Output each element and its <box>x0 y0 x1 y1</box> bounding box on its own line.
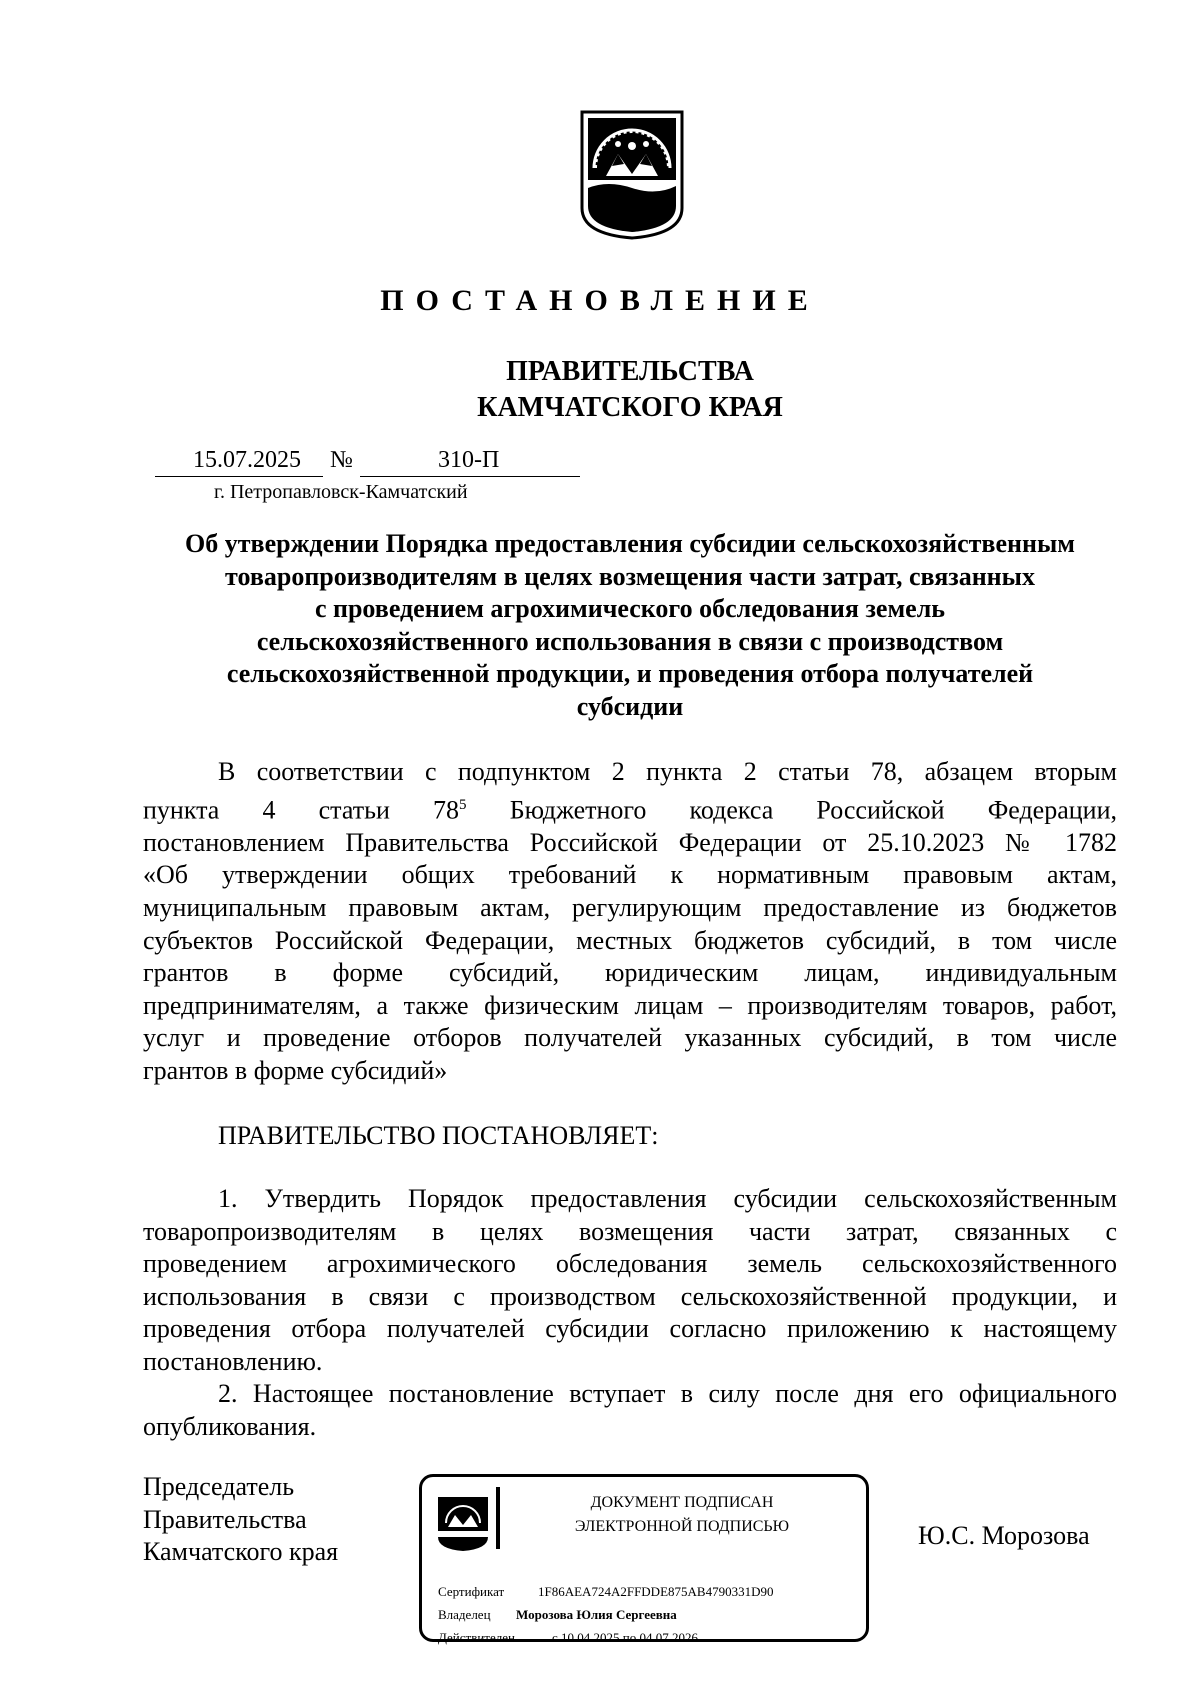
clause-line: 1. Утвердить Порядок предоставления субсидии сельскохозяйственным <box>218 1184 1117 1213</box>
title-line: субсидии <box>576 691 684 721</box>
stamp-owner-row <box>438 1606 677 1624</box>
issuer-block <box>0 354 1200 426</box>
clause-line: 2. Настоящее постановление вступает в силу после дня его официального <box>218 1379 1117 1408</box>
decree-heading: ПРАВИТЕЛЬСТВО ПОСТАНОВЛЯЕТ: <box>218 1121 659 1150</box>
certificate-label: Сертификат <box>438 1584 505 1599</box>
stamp-emblem-icon <box>436 1495 490 1553</box>
clause-line: использования в связи с производством сельскохозяйственной продукции, и <box>143 1281 1117 1311</box>
preamble-line-with-superscript <box>143 789 1117 827</box>
stamp-certificate-row <box>438 1583 773 1601</box>
owner-label: Владелец <box>438 1607 491 1622</box>
date-number-line <box>155 447 580 477</box>
city-name: г. Петропавловск-Камчатский <box>214 481 468 503</box>
preamble-line-part: Бюджетного кодекса Российской Федерации, <box>509 795 1118 825</box>
number-underline <box>360 476 580 477</box>
stamp-heading <box>532 1491 832 1539</box>
title-line: Об утверждении Порядка предоставления субсидии сельскохозяйственным <box>185 529 1075 558</box>
title-line: товаропроизводителям в целях возмещения части затрат, связанных <box>225 561 1035 591</box>
owner-value: Морозова Юлия Сергеевна <box>516 1607 677 1622</box>
validity-label: Действителен <box>438 1630 515 1645</box>
date-underline <box>155 476 323 477</box>
stamp-heading-line: ДОКУМЕНТ ПОДПИСАН <box>590 1494 774 1511</box>
article-superscript: 5 <box>459 796 467 813</box>
preamble-line: «Об утверждении общих требований к нормативным правовым актам, <box>143 860 1117 890</box>
document-date: 15.07.2025 <box>193 447 301 473</box>
electronic-signature-stamp <box>419 1474 869 1645</box>
preamble-line: субъектов Российской Федерации, местных бюджетов субсидий, в том числе <box>143 925 1117 955</box>
preamble-line-part: пункта 4 статьи 78 <box>143 795 460 825</box>
clause-2 <box>143 1378 1117 1443</box>
stamp-heading-line: ЭЛЕКТРОННОЙ ПОДПИСЬЮ <box>574 1518 790 1535</box>
document-type-heading: ПОСТАНОВЛЕНИЕ <box>380 284 820 317</box>
position-line: Правительства <box>143 1504 307 1534</box>
stamp-validity-row <box>438 1629 698 1647</box>
issuer-line-2: КАМЧАТСКОГО КРАЯ <box>477 392 783 423</box>
stamp-divider <box>496 1487 500 1549</box>
document-title <box>130 528 1130 724</box>
clause-line: опубликования. <box>143 1411 317 1441</box>
document-number: 310-П <box>438 447 500 473</box>
signatory-position <box>143 1471 338 1569</box>
preamble-line: грантов в форме субсидий» <box>143 1056 448 1085</box>
preamble-line: услуг и проведение отборов получателей указанных субсидий, в том числе <box>143 1023 1117 1053</box>
preamble-paragraph <box>143 756 1117 1088</box>
clause-line: проведения отбора получателей субсидии согласно приложению к настоящему <box>143 1314 1117 1344</box>
certificate-value: 1F86AEA724A2FFDDE875AB4790331D90 <box>538 1584 774 1599</box>
clause-1 <box>143 1183 1117 1379</box>
clause-line: постановлению. <box>143 1346 323 1376</box>
title-line: сельскохозяйственной продукции, и проведения отбора получателей <box>226 659 1034 689</box>
preamble-line: В соответствии с подпунктом 2 пункта 2 статьи 78, абзацем вторым <box>218 757 1117 786</box>
position-line: Председатель <box>143 1472 295 1501</box>
title-line: с проведением агрохимического обследования земель <box>314 594 946 624</box>
title-line: сельскохозяйственного использования в связи с производством <box>256 626 1004 656</box>
preamble-line: муниципальным правовым актам, регулирующим предоставление из бюджетов <box>143 893 1117 923</box>
validity-value: с 10.04.2025 по 04.07.2026 <box>552 1630 698 1645</box>
preamble-line: грантов в форме субсидий, юридическим лицам, индивидуальным <box>143 958 1117 988</box>
coat-of-arms-emblem <box>578 110 686 240</box>
issuer-line-1: ПРАВИТЕЛЬСТВА <box>506 356 754 387</box>
clause-line: товаропроизводителям в целях возмещения части затрат, связанных с <box>143 1216 1117 1246</box>
number-sign: № <box>330 447 353 473</box>
preamble-line: постановлением Правительства Российской Федерации от 25.10.2023 № 1782 <box>143 827 1117 857</box>
signatory-name: Ю.С. Морозова <box>918 1521 1090 1550</box>
clause-line: проведением агрохимического обследования земель сельскохозяйственного <box>143 1249 1117 1279</box>
preamble-line: предпринимателям, а также физическим лицам – производителям товаров, работ, <box>143 990 1117 1020</box>
position-line: Камчатского края <box>143 1537 339 1567</box>
